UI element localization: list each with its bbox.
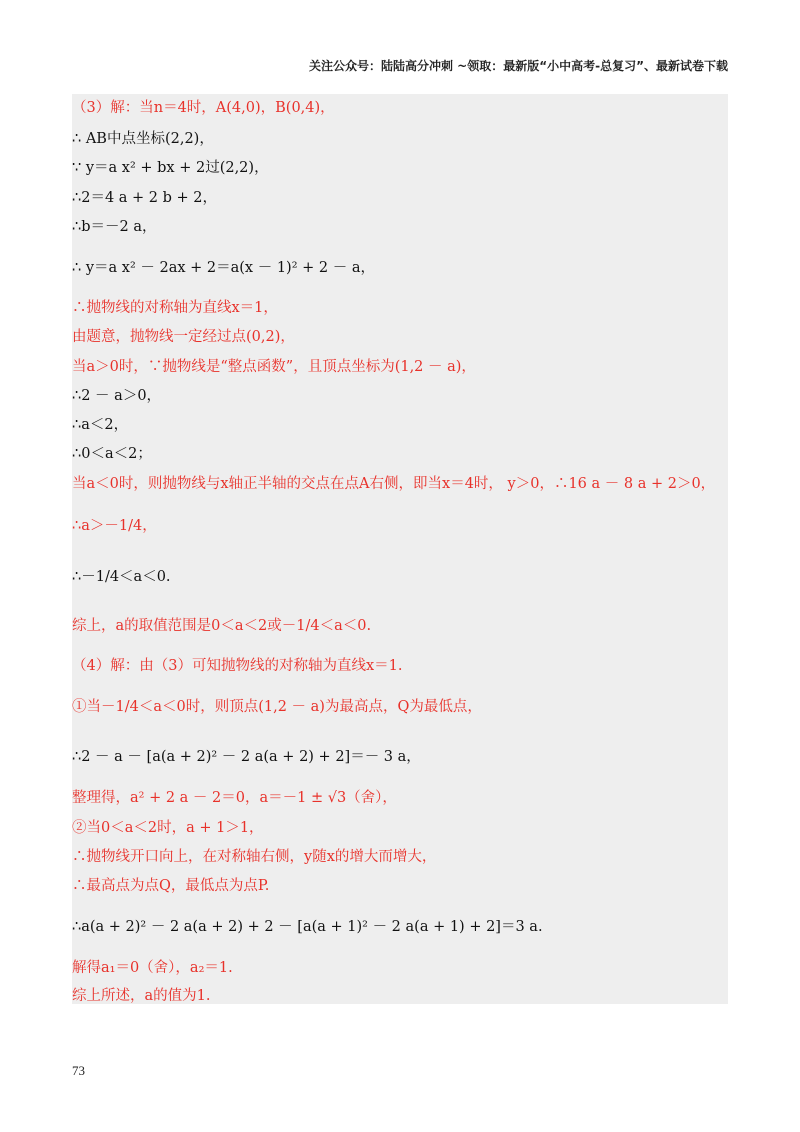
solution-line: ∴－1/4＜a＜0. [72, 569, 171, 585]
solution-line: ∴a(a + 2)² － 2 a(a + 2) + 2 － [a(a + 1)² － 2 a(a + 1) + 2]＝3 a. [72, 919, 543, 935]
solution-line: 当a＜0时，则抛物线与x轴正半轴的交点在点A右侧，即当x＝4时， y＞0，∴16 a － 8 a + 2＞0， [72, 476, 716, 492]
page-header: 关注公众号：陆陆高分冲刺 ~领取：最新版“小中高考-总复习”、最新试卷下载 [309, 59, 728, 73]
solution-line: ∴ y＝a x² － 2ax + 2＝a(x － 1)² + 2 － a， [72, 260, 375, 276]
solution-line: ∴a＞－1/4， [72, 518, 157, 534]
solution-line: ∵ y＝a x² + bx + 2过(2,2)， [72, 160, 269, 176]
solution-line: ∴a＜2， [72, 417, 129, 433]
solution-line: ②当0＜a＜2时，a + 1＞1， [72, 820, 264, 836]
solution-line: （4）解：由（3）可知抛物线的对称轴为直线x＝1. [72, 658, 403, 674]
solution-line: ∴2 － a＞0， [72, 388, 162, 404]
solution-line: ∴ AB中点坐标(2,2)， [72, 131, 214, 147]
solution-line: 综上所述，a的值为1. [72, 988, 211, 1004]
solution-line: 解得a₁＝0（舍），a₂＝1. [72, 960, 233, 976]
solution-line: ∴抛物线开口向上，在对称轴右侧，y随x的增大而增大， [72, 849, 437, 865]
solution-line: ∴b＝－2 a， [72, 219, 157, 235]
solution-line: ∴最高点为点Q，最低点为点P. [72, 878, 270, 894]
solution-line: ∴2＝4 a + 2 b + 2， [72, 190, 218, 206]
solution-block [72, 94, 728, 1004]
solution-line: 由题意，抛物线一定经过点(0,2)， [72, 329, 295, 345]
solution-line: （3）解：当n＝4时，A(4,0)，B(0,4)， [72, 100, 335, 116]
solution-line: 当a＞0时，∵抛物线是“整点函数”，且顶点坐标为(1,2 － a)， [72, 359, 476, 375]
solution-line: ∴2 － a － [a(a + 2)² － 2 a(a + 2) + 2]＝－ 3 a， [72, 749, 421, 765]
solution-line: ∴0＜a＜2； [72, 446, 152, 462]
solution-line: ∴抛物线的对称轴为直线x＝1， [72, 300, 278, 316]
solution-line: 整理得，a² + 2 a － 2＝0，a＝－1 ± √3（舍）， [72, 790, 397, 806]
page-number: 73 [72, 1063, 85, 1078]
solution-line: ①当－1/4＜a＜0时，则顶点(1,2 － a)为最高点，Q为最低点， [72, 699, 482, 715]
solution-line: 综上，a的取值范围是0＜a＜2或－1/4＜a＜0. [72, 618, 372, 634]
